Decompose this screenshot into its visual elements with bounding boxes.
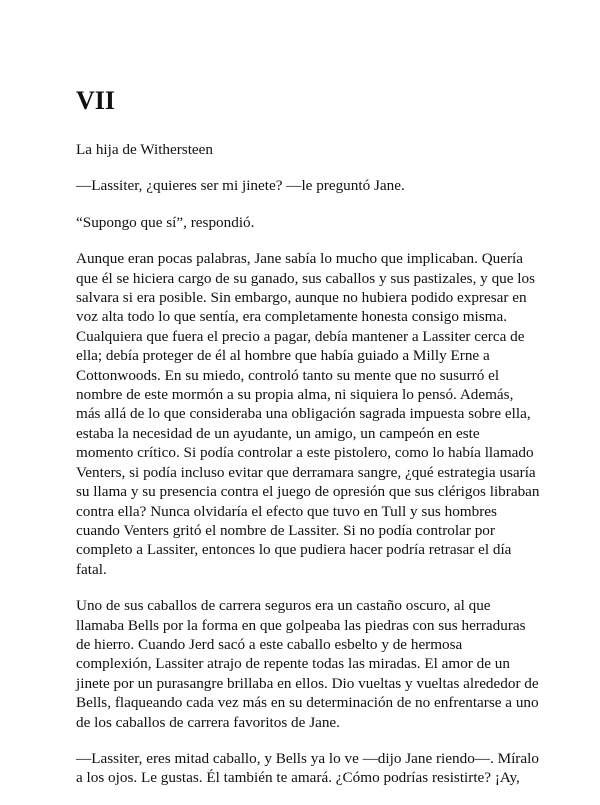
text-line: fatal. bbox=[76, 560, 107, 578]
text-line: Cottonwoods. En su miedo, controló tanto su mente que no susurró el bbox=[76, 366, 500, 384]
text-line: complexión, Lassiter atrajo de repente todas las miradas. El amor de un bbox=[76, 655, 510, 673]
paragraph bbox=[76, 249, 544, 579]
paragraph bbox=[76, 213, 544, 232]
text-line: “Supongo que sí”, respondió. bbox=[76, 213, 255, 231]
paragraph-list bbox=[76, 176, 544, 787]
text-line: completo a Lassiter, entonces lo que pudiera hacer podría retrasar el día bbox=[76, 541, 512, 559]
text-line: salvara si era posible. Sin embargo, aunque no hubiera podido expresar en bbox=[76, 289, 527, 307]
text-line: Cualquiera que fuera el precio a pagar, debía mantener a Lassiter cerca de bbox=[76, 327, 525, 345]
text-line: momento crítico. Si podía controlar a este pistolero, como lo había llamado bbox=[76, 444, 534, 462]
text-line: nombre de este mormón a su propia alma, ni siquiera lo pensó. Además, bbox=[76, 386, 514, 404]
text-line: más allá de lo que consideraba una obligación sagrada impuesta sobre ella, bbox=[76, 405, 531, 423]
text-line: que él se hiciera cargo de su ganado, sus caballos y sus pastizales, y que los bbox=[76, 269, 536, 287]
document-page bbox=[76, 86, 544, 805]
text-line: Bells, flaqueando cada vez más en su determinación de no enfrentarse a uno bbox=[76, 694, 539, 712]
text-line: su llama y su presencia contra el juego de opresión que sus clérigos libraban bbox=[76, 483, 540, 501]
text-line: cuando Venters gritó el nombre de Lassiter. Si no podía controlar por bbox=[76, 521, 495, 539]
text-line: —Lassiter, ¿quieres ser mi jinete? —le preguntó Jane. bbox=[76, 177, 405, 195]
text-line: Uno de sus caballos de carrera seguros era un castaño oscuro, al que bbox=[76, 597, 491, 615]
text-line: a los ojos. Le gustas. Él también te amará. ¿Cómo podrías resistirte? ¡Ay, bbox=[76, 769, 520, 787]
text-line: contra ella? Nunca olvidaría el efecto que tuvo en Tull y sus hombres bbox=[76, 502, 497, 520]
text-line: estaba la necesidad de un ayudante, un amigo, un campeón en este bbox=[76, 424, 480, 442]
chapter-number: VII bbox=[76, 86, 116, 115]
text-line: llamaba Bells por la forma en que golpeaba las piedras con sus herraduras bbox=[76, 616, 526, 634]
text-line: jinete por un purasangre brillaba en ellos. Dio vueltas y vueltas alrededor de bbox=[76, 674, 539, 692]
text-line: de los caballos de carrera favoritos de Jane. bbox=[76, 713, 340, 731]
paragraph bbox=[76, 749, 544, 788]
text-line: Venters, si podía incluso evitar que derramara sangre, ¿qué estrategia usaría bbox=[76, 463, 536, 481]
chapter-title: La hija de Withersteen bbox=[76, 141, 214, 158]
paragraph bbox=[76, 596, 544, 732]
text-line: voz alta todo lo que sentía, era completamente honesta consigo misma. bbox=[76, 308, 508, 326]
text-line: ella; debía proteger de él al hombre que había guiado a Milly Erne a bbox=[76, 347, 490, 365]
paragraph bbox=[76, 176, 544, 195]
text-line: —Lassiter, eres mitad caballo, y Bells ya lo ve —dijo Jane riendo—. Míralo bbox=[76, 749, 539, 767]
text-line: Aunque eran pocas palabras, Jane sabía lo mucho que implicaban. Quería bbox=[76, 250, 524, 268]
text-line: de hierro. Cuando Jerd sacó a este caballo esbelto y de hermosa bbox=[76, 635, 463, 653]
